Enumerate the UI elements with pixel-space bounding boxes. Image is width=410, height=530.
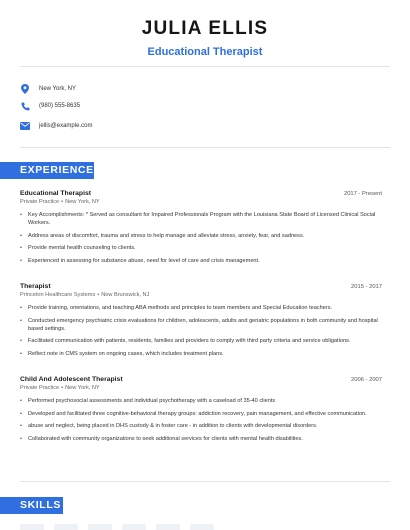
job-bullets — [20, 397, 382, 443]
job-title: Child And Adolescent Therapist — [20, 376, 123, 383]
job-bullets — [20, 304, 382, 358]
skills-row — [20, 524, 214, 530]
experience-divider — [20, 481, 390, 482]
job-title: Therapist — [20, 283, 51, 290]
skill-tag — [190, 524, 214, 530]
list-item: • Provide training, orientations, and teaching ABA methods and principles to team members and Special Education teachers. — [20, 304, 382, 312]
job-entry — [20, 283, 382, 362]
header-divider — [20, 66, 390, 67]
skill-tag — [156, 524, 180, 530]
job-bullets — [20, 211, 382, 265]
skill-tag — [88, 524, 112, 530]
resume-header — [0, 18, 410, 59]
phone-icon — [20, 101, 30, 111]
list-item: • Facilitated communication with patients, residents, families and providers to comply with third party criteria and service obligations. — [20, 337, 382, 345]
job-company: Private Practice — [20, 199, 60, 205]
skill-tag — [54, 524, 78, 530]
contact-phone — [20, 100, 320, 112]
job-company-line: Private Practice • New York, NY — [20, 199, 100, 205]
list-item: • Address areas of discomfort, trauma and stress to help manage and alleviate stress, anxiety, fear, and sadness. — [20, 232, 382, 240]
contact-location — [20, 83, 320, 95]
job-title: Educational Therapist — [20, 190, 92, 197]
list-item: • Key Accomplishments: * Served as consultant for Impaired Professionals Program with the Louisiana State Board of Licensed Clinical Social Workers. — [20, 211, 382, 227]
contact-email[interactable] — [20, 120, 320, 132]
job-entry — [20, 376, 382, 447]
job-company: Princeton Healthcare Systems — [20, 292, 96, 298]
job-dates: 2015 - 2017 — [351, 284, 382, 290]
mail-icon — [20, 121, 30, 131]
skill-tag — [20, 524, 44, 530]
job-location: New York, NY — [65, 199, 100, 205]
job-company-line: Private Practice • New York, NY — [20, 385, 100, 391]
job-dates: 2006 - 2007 — [351, 377, 382, 383]
location-pin-icon — [20, 84, 30, 94]
list-item: • Reflect note in CMS system on ongoing cases, which includes treatment plans. — [20, 350, 382, 358]
contact-divider — [20, 147, 390, 148]
list-item: • abuse and neglect, being placed in DHS custody & in foster care - in addition to clients with developmental disorders. — [20, 422, 382, 430]
job-company: Private Practice — [20, 385, 60, 391]
candidate-name: JULIA ELLIS — [141, 18, 269, 39]
list-item: • Performed psychosocial assessments and individual psychotherapy with a caseload of 35-40 clients — [20, 397, 382, 405]
job-dates: 2017 - Present — [343, 191, 382, 197]
section-heading-experience: EXPERIENCE — [0, 162, 94, 179]
list-item: • Developed and facilitated three cognitive-behavioral therapy groups: addiction recovery, pain management, and effective communication. — [20, 410, 382, 418]
job-company-line: Princeton Healthcare Systems • New Brunswick, NJ — [20, 292, 150, 298]
job-entry — [20, 190, 382, 269]
list-item: • Conducted emergency psychiatric crisis evaluations for children, adolescents, adults and geriatric populations in both community and hospital based settings. — [20, 317, 382, 333]
contact-phone-text: (980) 555-8635 — [39, 103, 81, 109]
contact-email-text[interactable]: jellis@example.com — [39, 123, 93, 129]
skill-tag — [122, 524, 146, 530]
candidate-role: Educational Therapist — [147, 46, 263, 58]
list-item: • Provide mental health counseling to clients. — [20, 244, 382, 252]
contact-location-text: New York, NY — [39, 86, 77, 92]
list-item: • Collaborated with community organizations to seek additional services for clients with mental health disabilities. — [20, 435, 382, 443]
job-location: New Brunswick, NJ — [101, 292, 150, 298]
job-location: New York, NY — [65, 385, 100, 391]
list-item: • Experienced in assessing for substance abuse, need for level of care and crisis management. — [20, 257, 382, 265]
section-heading-skills: SKILLS — [0, 497, 63, 514]
